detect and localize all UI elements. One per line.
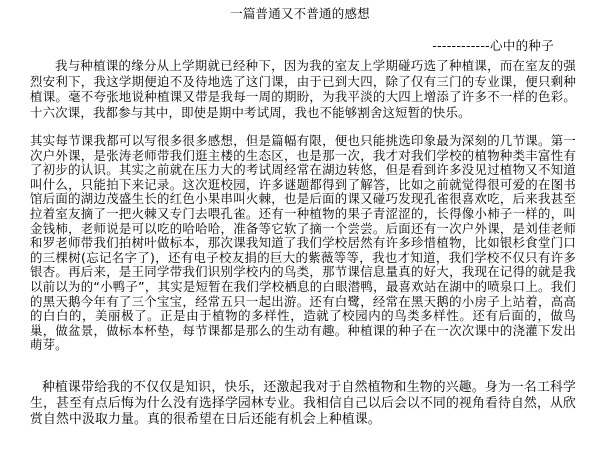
document-title: 一篇普通又不普通的感想 — [230, 6, 370, 21]
paragraph-3: 种植课带给我的不仅仅是知识，快乐，还激起我对于自然植物和生物的兴趣。身为一名工科学生，甚至有点后悔为什么没有选择学园林专业。我相信自己以后会以不同的视角看待自然，从欣赏自然中汲取力量。真的很希望在日后还能有机会上种植课。 — [30, 380, 576, 427]
paragraph-1: 我与种植课的缘分从上学期就已经种下，因为我的室友上学期碰巧选了种植课，而在室友的强烈安利下，我这学期便迫不及待地选了这门课，由于已到大四，除了仅有三门的专业课，便只剩种植课。毫不夸张地说种植课又带是我每一周的期盼，为我平淡的大四上增添了许多不一样的色彩。十六次课，我都参与其中，即使是期中考试周，我也不能够割舍这短暂的快乐。 — [30, 58, 576, 121]
paragraph-2: 其实每节课我都可以写很多很多感想，但是篇幅有限，便也只能挑选印象最为深刻的几节课。第一次户外课，是张涛老师带我们逛主楼的生态区，也是那一次，我才对我们学校的植物种类丰富性有了初步的认识。其实之前就在压力大的考试周经常在湖边转悠，但是看到许多没见过植物又不知道叫什么，只能拍下来记录。这次逛校园，许多谜题都得到了解答，比如之前就觉得很可爱的在图书馆后面的湖边茂盛生长的红色小果串叫火棘，也是后面的课又碰巧发现孔雀很喜欢吃，后来我甚至拉着室友摘了一把火棘又专门去喂孔雀。还有一种植物的果子青涩涩的，长得像小柿子一样的，叫金钱柿，老师说是可以吃的哈哈哈，准备等它软了摘一个尝尝。后面还有一次户外课，是刘佳老师和罗老师带我们拍树叶做标本，那次课我知道了我们学校居然有许多珍惜植物，比如银杉食堂门口的三棵树(忘记名字了)，还有电子校友捐的巨大的紫薇等等，我也才知道，我们学校不仅只有许多银杏。再后来，是王同学带我们识别学校内的鸟类，那节课信息量真的好大，我现在记得的就是我以前以为的“小鸭子”，其实是短暂在我们学校栖息的白眼潜鸭，最喜欢站在湖中的喷泉口上。我们的黑天鹅今年有了三个宝宝，经常五只一起出游。还有白鹭，经常在黑天鹅的小房子上站着，高高的白白的，美丽极了。正是由于植物的多样性，造就了校园内的鸟类多样性。还有后面的，做鸟巢，做盆景，做标本杯垫，每节课都是那么的生动有趣。种植课的种子在一次次课中的浇灌下发出萌芽。 — [30, 133, 576, 353]
author-signature: ------------心中的种子 — [432, 38, 554, 53]
